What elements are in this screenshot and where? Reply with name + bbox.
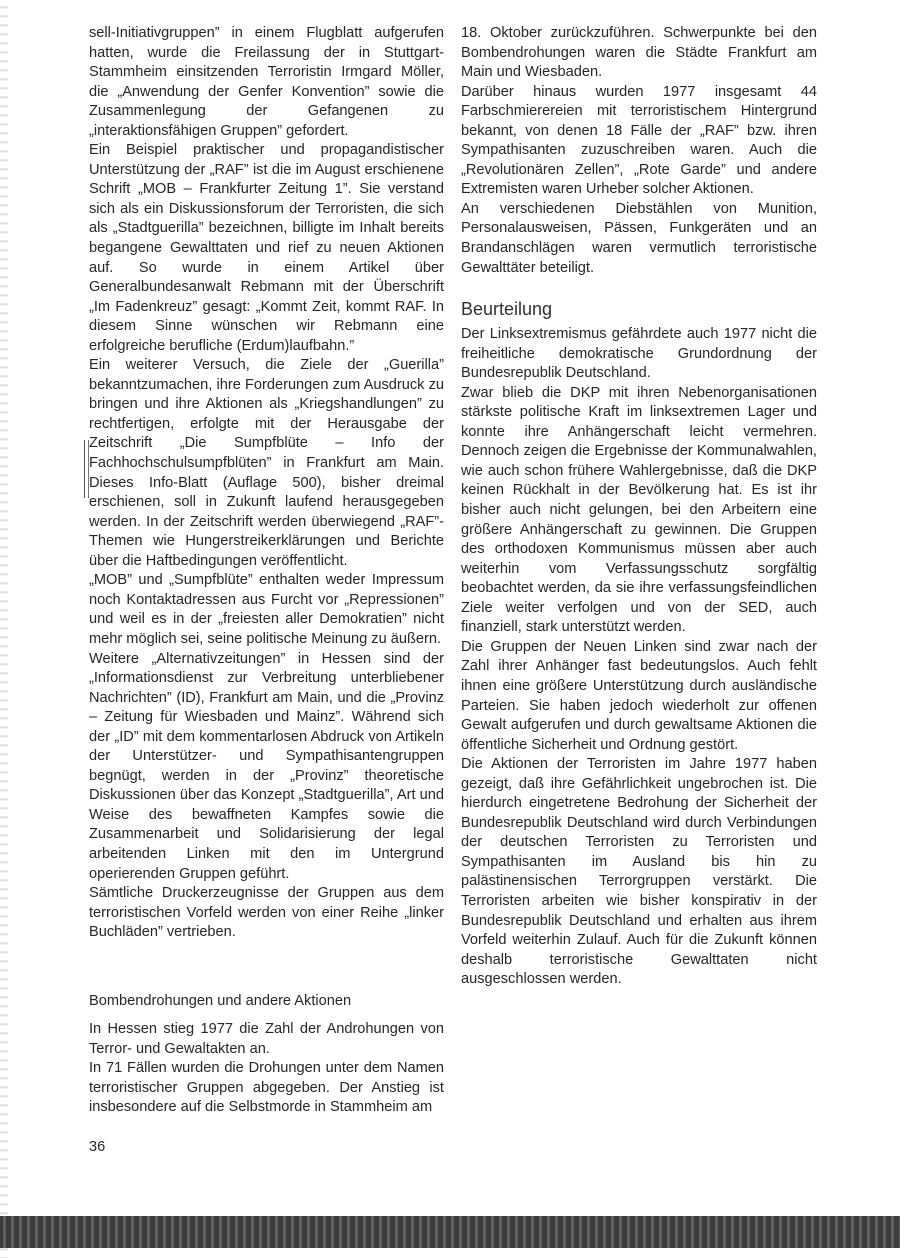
- paragraph: „MOB” und „Sumpfblüte” enthalten weder Impressum noch Kontaktadressen aus Furcht vor „Repressionen” und weil es in der „freiesten aller Demokratien” nicht mehr möglich sei, seine politische Meinung zu äußern.: [89, 572, 444, 647]
- paragraph: 18. Oktober zurückzuführen. Schwerpunkte bei den Bombendrohungen waren die Städte Frankfurt am Main und Wiesbaden.: [461, 25, 817, 81]
- paragraph: Sämtliche Druckerzeugnisse der Gruppen aus dem terroristischen Vorfeld werden von einer Reihe „linker Buchläden” vertrieben.: [89, 885, 444, 941]
- paragraph: Ein weiterer Versuch, die Ziele der „Guerilla” bekanntzumachen, ihre Forderungen zum Ausdruck zu bringen und ihre Aktionen als „Kriegshandlungen” zu rechtfertigen, erfolgte mit der Herausgabe der Zeitschrift „Die Sumpfblüte – Info der Fachhochschulsumpfblüten” in Frankfurt am Main. Dieses Info-Blatt (Auflage 500), bisher dreimal erschienen, soll in Zukunft laufend herausgegeben werden. In der Zeitschrift werden überwiegend „RAF”-Themen wie Hungerstreikerklärungen und Berichte über die Haftbedingungen veröffentlicht.: [89, 357, 444, 569]
- paragraph: In Hessen stieg 1977 die Zahl der Androhungen von Terror- und Gewaltakten an.: [89, 1021, 444, 1057]
- bombendrohungen-section: [89, 992, 444, 1118]
- paragraph: Der Linksextremismus gefährdete auch 1977 nicht die freiheitliche demokratische Grundordnung der Bundesrepublik Deutschland.: [461, 326, 817, 382]
- paragraph: Die Gruppen der Neuen Linken sind zwar nach der Zahl ihrer Anhänger fast bedeutungslos. Auch fehlt ihnen eine größere Unterstützung durch ausländische Parteien. Sie haben jedoch wiederholt zur offenen Gewalt aufgerufen und durch gewaltsame Aktionen die öffentliche Sicherheit und Ordnung gestört.: [461, 638, 817, 753]
- beurteilung-heading: Beurteilung: [461, 299, 553, 320]
- page-number: 36: [89, 1139, 106, 1155]
- paragraph: sell-Initiativgruppen” in einem Flugblatt aufgerufen hatten, wurde die Freilassung der in Stuttgart-Stammheim einsitzenden Terroristin Irmgard Möller, die „Anwendung der Genfer Konvention” sowie die Zusammenlegung der Gefangenen zu „interaktionsfähigen Gruppen” gefordert.: [89, 25, 444, 139]
- left-column: [89, 24, 444, 943]
- paragraph: In 71 Fällen wurden die Drohungen unter dem Namen terroristischer Gruppen abgegeben. Der Anstieg ist insbesondere auf die Selbstmorde in Stammheim am: [89, 1060, 444, 1116]
- scan-bottom-edge: [0, 1216, 900, 1248]
- paragraph: An verschiedenen Diebstählen von Munition, Personalausweisen, Pässen, Funkgeräten und an Brandanschlägen waren vermutlich terroristische Gewalttäter beteiligt.: [461, 200, 817, 276]
- paragraph: Weitere „Alternativzeitungen” in Hessen sind der „Informationsdienst zur Verbreitung unterbliebener Nachrichten” (ID), Frankfurt am Main, und die „Provinz – Zeitung für Wiesbaden und Mainz”. Während sich der „ID” mit dem kommentarlosen Abdruck von Artikeln der Unterstützer- und Sympathisantengruppen begnügt, werden in der „Provinz” theoretische Diskussionen über das Konzept „Stadtguerilla”, Art und Weise des bewaffneten Kampfes sowie die Zusammenarbeit und Solidarisierung der legal arbeitenden Linken mit den im Untergrund operierenden Gruppen geführt.: [89, 650, 444, 882]
- paragraph: Darüber hinaus wurden 1977 insgesamt 44 Farbschmierereien mit terroristischem Hintergrund bekannt, von denen 18 Fälle der „RAF” bzw. ihren Sympathisanten zuzuschreiben waren. Auch die „Revolutionären Zellen”, „Rote Garde” und andere Extremisten waren Urheber solcher Aktionen.: [461, 83, 817, 198]
- paragraph: Die Aktionen der Terroristen im Jahre 1977 haben gezeigt, daß ihre Gefährlichkeit ungebrochen ist. Die hierdurch eingetretene Bedrohung der Sicherheit der Bundesrepublik Deutschland wird durch Verbindungen der deutschen Terroristen zu Terroristen und Sympathisanten im Ausland bis hin zu palästinensischen Terrorgruppen verstärkt. Die Terroristen arbeiten wie bisher konspirativ in der Bundesrepublik Deutschland und erhalten aus ihrem Vorfeld weiterhin Zulauf. Auch für die Zukunft können deshalb terroristische Gewalttaten nicht ausgeschlossen werden.: [461, 756, 817, 988]
- paragraph: Ein Beispiel praktischer und propagandistischer Unterstützung der „RAF” ist die im August erschienene Schrift „MOB – Frankfurter Zeitung 1”. Sie verstand sich als ein Diskussionsforum der Terroristen, die sich als „Stadtguerilla” bezeichnen, billigte im Inhalt bereits begangene Gewalttaten und rief zu neuen Aktionen auf. So wurde in einem Artikel über Generalbundesanwalt Rebmann mit der Überschrift „Im Fadenkreuz” gesagt: „Kommt Zeit, kommt RAF. In diesem Sinne wünschen wir Rebmann eine erfolgreiche berufliche (Erdum)laufbahn.”: [89, 142, 444, 354]
- paragraph: Zwar blieb die DKP mit ihren Nebenorganisationen stärkste politische Kraft im linksextremen Lager und konnte ihre Anhängerschaft leicht vermehren. Dennoch zeigen die Ergebnisse der Kommunalwahlen, wie auch schon frühere Wahlergebnisse, daß die DKP keinen Rückhalt in der Bevölkerung hat. Es ist ihr bisher auch nicht gelungen, bei den Arbeitern eine größere Anhängerschaft zu gewinnen. Die Gruppen des orthodoxen Kommunismus müssen aber auch weiterhin vom Verfassungsschutz sorgfältig beobachtet werden, da sie ihre verfassungsfeindlichen Ziele weiter verfolgen und von der SED, auch finanziell, stark unterstützt werden.: [461, 384, 817, 636]
- section-heading: Bombendrohungen und andere Aktionen: [89, 993, 352, 1009]
- scan-left-edge: [0, 0, 8, 1258]
- right-column: [461, 24, 817, 990]
